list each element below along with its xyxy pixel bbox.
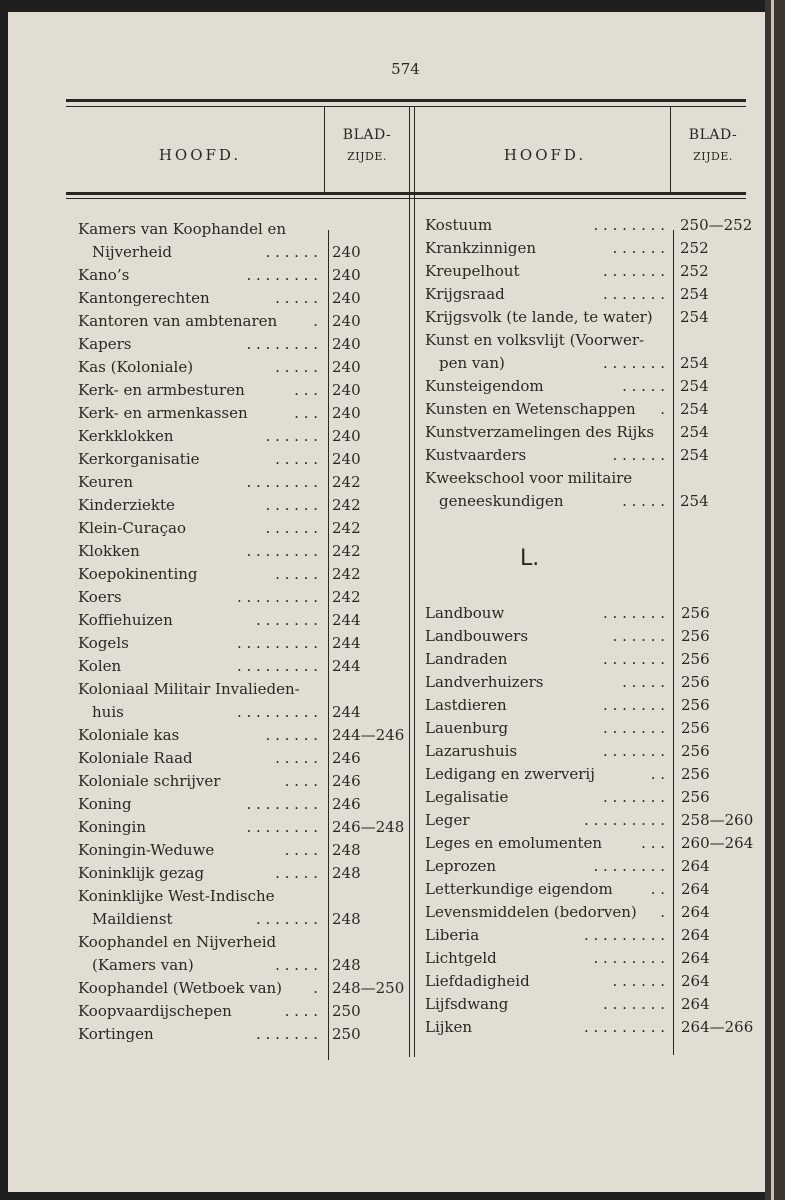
- entry-term: Leprozen: [425, 857, 497, 875]
- entry-page-number: 242: [332, 588, 361, 606]
- entry-term: Landbouwers: [425, 627, 529, 645]
- entry-leader-dots: . . . . . .: [612, 972, 665, 990]
- entry-term: Lijken: [425, 1018, 473, 1036]
- index-entry: [425, 694, 755, 717]
- entry-leader-dots: . .: [650, 880, 665, 898]
- index-entry: [78, 218, 408, 241]
- entry-page-number: 254: [680, 446, 709, 464]
- entry-term: Krijgsvolk (te lande, te water): [425, 308, 653, 326]
- entry-term: Landbouw: [425, 604, 505, 622]
- entry-term: huis: [92, 703, 124, 721]
- entry-page-number: 254: [680, 354, 709, 372]
- entry-term: Koloniale Raad: [78, 749, 193, 767]
- entry-page-number: 246: [332, 795, 361, 813]
- entry-page-number: 254: [680, 377, 709, 395]
- index-entry: [78, 954, 408, 977]
- index-entry: [425, 947, 755, 970]
- index-entry: [425, 352, 755, 375]
- entry-page-number: 258—260: [681, 811, 754, 829]
- entry-leader-dots: . . . . . . . .: [593, 216, 665, 234]
- entry-page-number: 240: [332, 358, 361, 376]
- entry-term: Legalisatie: [425, 788, 509, 806]
- entry-leader-dots: . . . . . . .: [603, 719, 665, 737]
- index-entry: [425, 602, 755, 625]
- entry-page-number: 240: [332, 243, 361, 261]
- entry-term: Maildienst: [92, 910, 173, 928]
- entry-term: Lauenburg: [425, 719, 509, 737]
- entry-term: Kerk- en armbesturen: [78, 381, 245, 399]
- index-entry: [78, 609, 408, 632]
- entry-leader-dots: . . . . .: [622, 673, 665, 691]
- entry-leader-dots: . . . . . .: [612, 446, 665, 464]
- entry-term: Liberia: [425, 926, 480, 944]
- entry-term: Kas (Koloniale): [78, 358, 194, 376]
- entry-leader-dots: . . . . .: [275, 956, 318, 974]
- entry-leader-dots: . . . . . . .: [603, 262, 665, 280]
- entry-page-number: 244—246: [332, 726, 405, 744]
- entry-leader-dots: . . . . . . . .: [246, 795, 318, 813]
- index-entry: [78, 264, 408, 287]
- entry-page-number: 264: [681, 995, 710, 1013]
- entry-page-number: 256: [681, 696, 710, 714]
- entry-term: Lazarushuis: [425, 742, 518, 760]
- index-entry: [78, 885, 408, 908]
- entry-page-number: 264—266: [681, 1018, 754, 1036]
- entry-term: Kerkklokken: [78, 427, 174, 445]
- index-entry: [425, 993, 755, 1016]
- entry-page-number: 244: [332, 634, 361, 652]
- entry-page-number: 252: [680, 262, 709, 280]
- entry-term: Kweekschool voor militaire: [425, 469, 633, 487]
- index-entry: [78, 678, 408, 701]
- section-letter-l: L.: [520, 546, 540, 571]
- index-entry: [425, 237, 755, 260]
- entry-leader-dots: . . . . .: [622, 492, 665, 510]
- entry-leader-dots: . . . .: [284, 772, 318, 790]
- entry-page-number: 264: [681, 949, 710, 967]
- entry-term: (Kamers van): [92, 956, 194, 974]
- entry-page-number: 248: [332, 956, 361, 974]
- right-page-column-divider: [670, 107, 671, 192]
- entry-leader-dots: . . . . . .: [612, 627, 665, 645]
- entry-term: Levensmiddelen (bedorven): [425, 903, 637, 921]
- entry-leader-dots: . . . . . .: [265, 427, 318, 445]
- entry-term: Kerkorganisatie: [78, 450, 200, 468]
- entry-term: Leger: [425, 811, 470, 829]
- right-pages-header-line1: BLAD-: [688, 127, 738, 143]
- entry-term: Koninklijk gezag: [78, 864, 205, 882]
- page-number: 574: [391, 60, 420, 78]
- index-entry: [425, 375, 755, 398]
- entry-term: Letterkundige eigendom: [425, 880, 613, 898]
- entry-leader-dots: .: [660, 400, 665, 418]
- entry-page-number: 246—248: [332, 818, 405, 836]
- index-entry: [425, 260, 755, 283]
- right-pages-header: [672, 124, 754, 168]
- entry-term: Kunsten en Wetenschappen: [425, 400, 636, 418]
- entry-term: Koninklijke West-Indische: [78, 887, 275, 905]
- index-entry: [425, 283, 755, 306]
- entry-page-number: 250: [332, 1002, 361, 1020]
- entry-page-number: 244: [332, 611, 361, 629]
- entry-leader-dots: . . . . . .: [265, 496, 318, 514]
- entry-page-number: 256: [681, 650, 710, 668]
- entry-page-number: 264: [681, 880, 710, 898]
- entry-term: Nijverheid: [92, 243, 173, 261]
- entry-leader-dots: . . . . .: [275, 749, 318, 767]
- right-column-title: HOOFD.: [503, 146, 587, 164]
- entry-term: Koningin: [78, 818, 147, 836]
- entry-page-number: 248: [332, 841, 361, 859]
- entry-page-number: 240: [332, 381, 361, 399]
- index-entry: [78, 816, 408, 839]
- index-entry: [78, 402, 408, 425]
- entry-page-number: 256: [681, 765, 710, 783]
- entry-leader-dots: . . . . . . .: [256, 611, 318, 629]
- entry-page-number: 240: [332, 450, 361, 468]
- entry-page-number: 250: [332, 1025, 361, 1043]
- entry-leader-dots: . . . . .: [275, 864, 318, 882]
- entry-term: Krankzinnigen: [425, 239, 537, 257]
- index-entry: [425, 901, 755, 924]
- center-divider-a: [409, 107, 410, 1057]
- index-entry: [425, 740, 755, 763]
- entry-page-number: 246: [332, 749, 361, 767]
- entry-page-number: 254: [680, 423, 709, 441]
- entry-leader-dots: . . . . . . .: [256, 1025, 318, 1043]
- index-entry: [78, 1023, 408, 1046]
- index-entry: [78, 287, 408, 310]
- entry-term: Koopvaardijschepen: [78, 1002, 232, 1020]
- entry-term: Kamers van Koophandel en: [78, 220, 287, 238]
- entry-page-number: 244: [332, 703, 361, 721]
- index-entry: [78, 471, 408, 494]
- entry-term: Keuren: [78, 473, 134, 491]
- entry-term: Landverhuizers: [425, 673, 544, 691]
- entry-term: Koepokinenting: [78, 565, 198, 583]
- header-rule-thick: [66, 192, 746, 195]
- entry-term: Koophandel (Wetboek van): [78, 979, 283, 997]
- entry-leader-dots: .: [313, 312, 318, 330]
- left-index-column: [78, 218, 408, 1046]
- index-entry: [425, 421, 755, 444]
- entry-leader-dots: .: [313, 979, 318, 997]
- index-entry: [78, 333, 408, 356]
- index-entry: [425, 717, 755, 740]
- entry-leader-dots: . . . . . .: [265, 243, 318, 261]
- entry-leader-dots: . . . . . . . . .: [583, 1018, 665, 1036]
- entry-term: Kreupelhout: [425, 262, 520, 280]
- index-entry: [425, 924, 755, 947]
- entry-leader-dots: . . . . . . . .: [246, 266, 318, 284]
- entry-page-number: 240: [332, 427, 361, 445]
- entry-leader-dots: . .: [650, 765, 665, 783]
- left-page-column-divider: [324, 107, 325, 192]
- entry-leader-dots: . . . . . . . . .: [583, 926, 665, 944]
- entry-term: Kerk- en armenkassen: [78, 404, 248, 422]
- top-rule-thick: [66, 99, 746, 102]
- entry-leader-dots: . . . . . . .: [603, 650, 665, 668]
- index-entry: [425, 786, 755, 809]
- index-entry: [425, 214, 755, 237]
- index-entry: [425, 444, 755, 467]
- right-index-column-k: [425, 214, 755, 513]
- index-entry: [425, 490, 755, 513]
- entry-term: geneeskundigen: [439, 492, 564, 510]
- index-entry: [78, 425, 408, 448]
- index-entry: [78, 494, 408, 517]
- entry-term: Leges en emolumenten: [425, 834, 603, 852]
- entry-leader-dots: . . . . . . .: [603, 604, 665, 622]
- entry-page-number: 242: [332, 565, 361, 583]
- entry-leader-dots: . . . . . . .: [256, 910, 318, 928]
- entry-page-number: 242: [332, 519, 361, 537]
- entry-leader-dots: . . . . . . . . .: [236, 657, 318, 675]
- entry-leader-dots: . . . . . . . .: [246, 335, 318, 353]
- index-entry: [425, 671, 755, 694]
- index-entry: [78, 977, 408, 1000]
- entry-term: Kortingen: [78, 1025, 154, 1043]
- index-entry: [78, 310, 408, 333]
- entry-term: Lijfsdwang: [425, 995, 509, 1013]
- index-entry: [78, 379, 408, 402]
- entry-term: Krijgsraad: [425, 285, 505, 303]
- right-index-column-l: [425, 602, 755, 1039]
- left-pages-header-line2: ZIJDE.: [347, 150, 387, 163]
- entry-page-number: 256: [681, 719, 710, 737]
- entry-leader-dots: . . . . . . . .: [246, 818, 318, 836]
- header-rule-thin: [66, 198, 746, 199]
- entry-page-number: 252: [680, 239, 709, 257]
- index-entry: [425, 855, 755, 878]
- index-entry: [425, 832, 755, 855]
- entry-leader-dots: . . . . . . .: [603, 788, 665, 806]
- entry-page-number: 240: [332, 335, 361, 353]
- index-entry: [78, 770, 408, 793]
- center-divider-b: [414, 107, 415, 1057]
- entry-term: Koning: [78, 795, 132, 813]
- entry-leader-dots: . . . . . . . . .: [236, 588, 318, 606]
- entry-page-number: 240: [332, 266, 361, 284]
- index-entry: [78, 448, 408, 471]
- entry-term: Kolen: [78, 657, 122, 675]
- entry-leader-dots: .: [660, 903, 665, 921]
- entry-leader-dots: . . . . . . . .: [593, 857, 665, 875]
- index-entry: [78, 793, 408, 816]
- entry-term: Kinderziekte: [78, 496, 175, 514]
- right-pages-header-line2: ZIJDE.: [693, 150, 733, 163]
- entry-page-number: 256: [681, 788, 710, 806]
- entry-page-number: 240: [332, 404, 361, 422]
- entry-page-number: 244: [332, 657, 361, 675]
- left-column-title: HOOFD.: [158, 146, 242, 164]
- entry-page-number: 246: [332, 772, 361, 790]
- entry-page-number: 242: [332, 542, 361, 560]
- index-entry: [425, 648, 755, 671]
- entry-leader-dots: . . . . . . . . .: [236, 634, 318, 652]
- index-entry: [78, 862, 408, 885]
- entry-term: Kunsteigendom: [425, 377, 544, 395]
- entry-leader-dots: . . . .: [284, 1002, 318, 1020]
- entry-page-number: 248: [332, 910, 361, 928]
- entry-page-number: 242: [332, 496, 361, 514]
- entry-page-number: 254: [680, 492, 709, 510]
- entry-term: Kunst en volksvlijt (Voorwer-: [425, 331, 645, 349]
- entry-term: Kano’s: [78, 266, 130, 284]
- entry-leader-dots: . . . . . . . .: [246, 473, 318, 491]
- index-entry: [425, 306, 755, 329]
- entry-leader-dots: . . . .: [284, 841, 318, 859]
- index-entry: [425, 878, 755, 901]
- entry-leader-dots: . . . . . . .: [603, 285, 665, 303]
- index-entry: [78, 724, 408, 747]
- index-entry: [78, 563, 408, 586]
- entry-page-number: 250—252: [680, 216, 753, 234]
- index-entry: [78, 701, 408, 724]
- index-entry: [78, 908, 408, 931]
- index-entry: [78, 931, 408, 954]
- entry-term: Kogels: [78, 634, 129, 652]
- entry-term: Kunstverzamelingen des Rijks: [425, 423, 655, 441]
- entry-term: Landraden: [425, 650, 508, 668]
- entry-leader-dots: . . .: [641, 834, 665, 852]
- entry-page-number: 242: [332, 473, 361, 491]
- entry-page-number: 254: [680, 308, 709, 326]
- left-pages-header: [326, 124, 408, 168]
- left-pages-header-line1: BLAD-: [342, 127, 392, 143]
- entry-leader-dots: . . .: [294, 381, 318, 399]
- index-entry: [425, 809, 755, 832]
- entry-leader-dots: . . . . .: [275, 565, 318, 583]
- entry-leader-dots: . . . . .: [275, 289, 318, 307]
- entry-leader-dots: . . . . . .: [265, 726, 318, 744]
- index-entry: [78, 356, 408, 379]
- entry-term: Kapers: [78, 335, 132, 353]
- entry-term: Lastdieren: [425, 696, 507, 714]
- book-spine: [765, 0, 785, 1200]
- top-rule-thin: [66, 106, 746, 107]
- index-entry: [425, 970, 755, 993]
- entry-leader-dots: . . . . . . .: [603, 696, 665, 714]
- entry-page-number: 264: [681, 926, 710, 944]
- entry-leader-dots: . . . . . . . . .: [583, 811, 665, 829]
- entry-leader-dots: . . . . . . . . .: [236, 703, 318, 721]
- entry-term: Koningin-Weduwe: [78, 841, 215, 859]
- entry-page-number: 240: [332, 312, 361, 330]
- entry-leader-dots: . . . . . .: [265, 519, 318, 537]
- entry-term: pen van): [439, 354, 505, 372]
- entry-term: Koffiehuizen: [78, 611, 173, 629]
- index-entry: [78, 586, 408, 609]
- entry-term: Koloniale schrijver: [78, 772, 221, 790]
- entry-leader-dots: . . . . .: [275, 358, 318, 376]
- entry-term: Kostuum: [425, 216, 493, 234]
- entry-term: Lichtgeld: [425, 949, 497, 967]
- entry-leader-dots: . . . . . . .: [603, 742, 665, 760]
- entry-leader-dots: . . . . .: [275, 450, 318, 468]
- index-entry: [425, 329, 755, 352]
- entry-leader-dots: . . . . . . .: [603, 995, 665, 1013]
- entry-leader-dots: . . . . . . . .: [246, 542, 318, 560]
- entry-page-number: 256: [681, 742, 710, 760]
- entry-leader-dots: . . .: [294, 404, 318, 422]
- entry-page-number: 264: [681, 857, 710, 875]
- entry-term: Klein-Curaçao: [78, 519, 187, 537]
- index-entry: [78, 540, 408, 563]
- index-entry: [78, 241, 408, 264]
- index-entry: [425, 467, 755, 490]
- entry-leader-dots: . . . . .: [622, 377, 665, 395]
- index-entry: [78, 655, 408, 678]
- index-entry: [78, 632, 408, 655]
- entry-page-number: 240: [332, 289, 361, 307]
- entry-page-number: 256: [681, 627, 710, 645]
- entry-page-number: 248—250: [332, 979, 405, 997]
- entry-term: Kantoren van ambtenaren: [78, 312, 278, 330]
- index-entry: [425, 625, 755, 648]
- entry-term: Ledigang en zwerverij: [425, 765, 595, 783]
- entry-leader-dots: . . . . . . . .: [593, 949, 665, 967]
- entry-page-number: 264: [681, 972, 710, 990]
- entry-term: Koophandel en Nijverheid: [78, 933, 277, 951]
- entry-page-number: 256: [681, 673, 710, 691]
- index-entry: [78, 839, 408, 862]
- entry-term: Koers: [78, 588, 122, 606]
- index-entry: [425, 1016, 755, 1039]
- entry-term: Liefdadigheid: [425, 972, 530, 990]
- index-entry: [425, 398, 755, 421]
- index-entry: [78, 517, 408, 540]
- entry-term: Koloniaal Militair Invalieden-: [78, 680, 300, 698]
- entry-term: Koloniale kas: [78, 726, 180, 744]
- entry-page-number: 254: [680, 285, 709, 303]
- index-entry: [78, 1000, 408, 1023]
- entry-leader-dots: . . . . . . .: [603, 354, 665, 372]
- entry-page-number: 256: [681, 604, 710, 622]
- entry-page-number: 264: [681, 903, 710, 921]
- entry-term: Kantongerechten: [78, 289, 210, 307]
- entry-page-number: 260—264: [681, 834, 754, 852]
- entry-term: Kustvaarders: [425, 446, 527, 464]
- entry-term: Klokken: [78, 542, 140, 560]
- index-entry: [425, 763, 755, 786]
- entry-page-number: 248: [332, 864, 361, 882]
- entry-leader-dots: . . . . . .: [612, 239, 665, 257]
- entry-page-number: 254: [680, 400, 709, 418]
- index-entry: [78, 747, 408, 770]
